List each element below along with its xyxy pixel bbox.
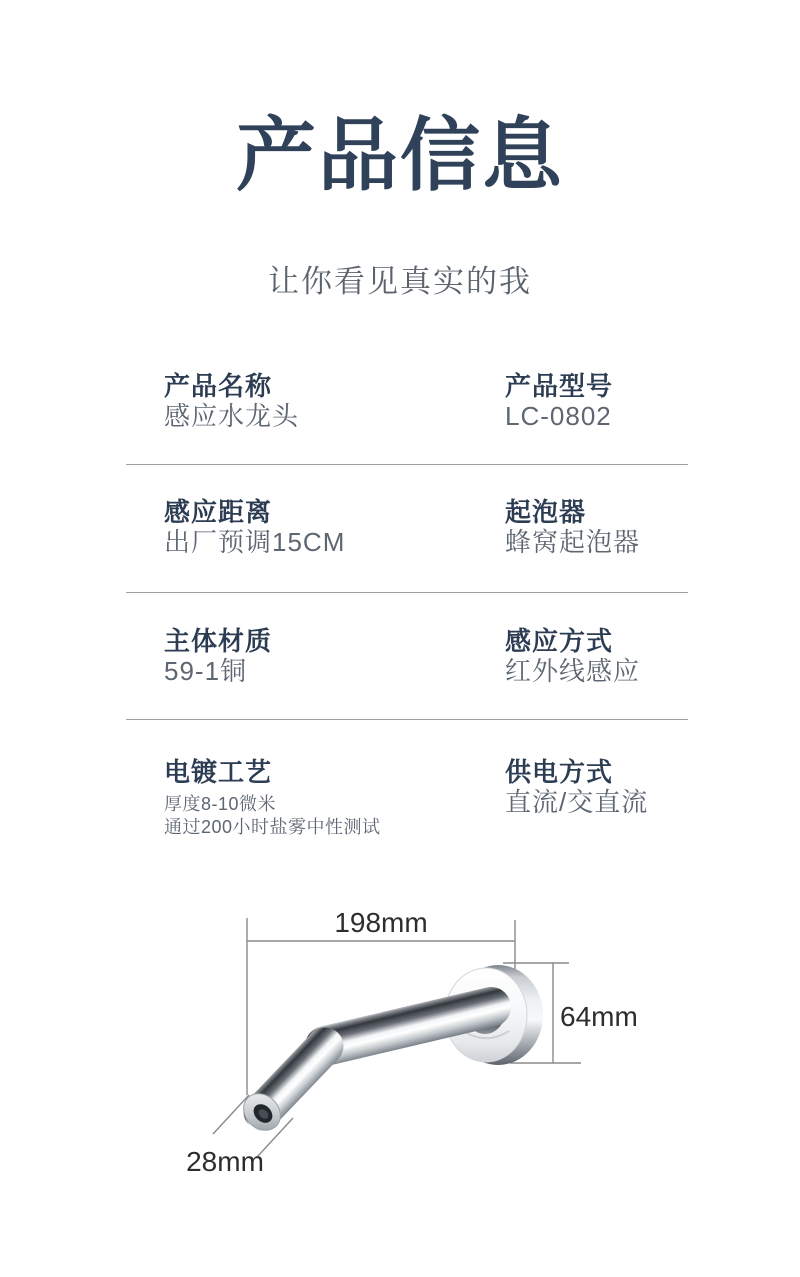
spec-cell-product-model bbox=[505, 371, 688, 464]
dim-height-label: 64mm bbox=[560, 1001, 638, 1032]
spec-row-material-sensing bbox=[126, 593, 688, 720]
spec-cell-material bbox=[126, 626, 505, 719]
spec-sub-value: 厚度8-10微米 bbox=[164, 794, 277, 814]
spec-sub-value: 通过200小时盐雾中性测试 bbox=[164, 817, 381, 837]
spec-label: 感应距离 bbox=[164, 497, 273, 527]
spec-label: 产品型号 bbox=[505, 371, 614, 401]
spec-value: 蜂窝起泡器 bbox=[505, 527, 641, 557]
dim-length-label: 198mm bbox=[334, 907, 428, 938]
page-subtitle: 让你看见真实的我 bbox=[268, 264, 532, 299]
spec-value: 直流/交直流 bbox=[505, 787, 649, 817]
spec-label: 供电方式 bbox=[505, 757, 614, 787]
spec-row-distance-aerator bbox=[126, 465, 688, 593]
spec-cell-sensing-distance bbox=[126, 497, 505, 592]
spec-row-plating-power bbox=[126, 720, 688, 860]
spec-table bbox=[126, 355, 688, 860]
spec-cell-power-supply bbox=[505, 757, 688, 860]
page-title: 产品信息 bbox=[236, 111, 564, 200]
spec-value: 红外线感应 bbox=[505, 656, 641, 686]
faucet-illustration bbox=[236, 965, 543, 1138]
spec-label: 产品名称 bbox=[164, 371, 273, 401]
spec-label: 主体材质 bbox=[164, 626, 273, 656]
spec-label: 起泡器 bbox=[505, 497, 587, 527]
spec-label: 电镀工艺 bbox=[164, 757, 273, 787]
dim-tick-upper bbox=[213, 1095, 249, 1134]
spec-label: 感应方式 bbox=[505, 626, 614, 656]
dim-spout-label: 28mm bbox=[186, 1146, 264, 1177]
spec-row-product-name-model bbox=[126, 355, 688, 465]
spec-value: LC-0802 bbox=[505, 401, 612, 431]
faucet-dimension-diagram bbox=[120, 880, 680, 1220]
spec-cell-aerator bbox=[505, 497, 688, 592]
spec-cell-plating bbox=[126, 757, 505, 860]
spec-cell-product-name bbox=[126, 371, 505, 464]
spec-value: 感应水龙头 bbox=[164, 401, 300, 431]
spec-cell-sensing-method bbox=[505, 626, 688, 719]
spec-value: 出厂预调15CM bbox=[164, 527, 346, 557]
spec-value: 59-1铜 bbox=[164, 656, 248, 686]
